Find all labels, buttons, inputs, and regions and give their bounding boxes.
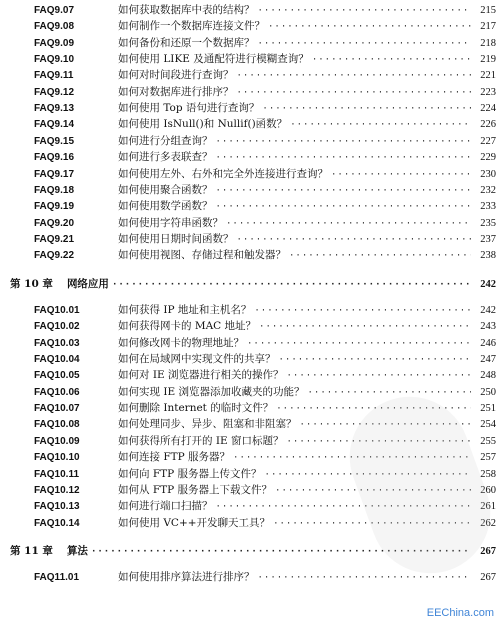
- dot-leader: [237, 68, 472, 84]
- page-number: 251: [480, 403, 496, 415]
- dot-leader: [312, 52, 471, 68]
- faq-title: 如何进行端口扫描？: [118, 500, 213, 513]
- page-number: 242: [480, 278, 496, 290]
- faq-title: 如何获取数据库中表的结构？: [118, 4, 255, 16]
- toc-faq-row[interactable]: [34, 84, 496, 100]
- faq-title: 如何对时间段进行查询？: [118, 69, 234, 82]
- faq-number: FAQ10.10: [34, 452, 80, 464]
- faq-number: FAQ10.04: [34, 354, 80, 365]
- page-number: 260: [480, 484, 496, 496]
- page-number: 215: [480, 5, 496, 16]
- faq-title: 如何使用 VC++开发聊天工具？: [118, 516, 271, 529]
- faq-number: FAQ9.11: [34, 70, 74, 82]
- dot-leader: [279, 352, 472, 368]
- faq-title: 如何从 FTP 服务器上下载文件？: [118, 483, 273, 496]
- faq-number: FAQ10.12: [34, 484, 80, 496]
- chapter-title: 算法: [66, 544, 88, 557]
- faq-title: 如何使用 Top 语句进行查询？: [118, 102, 260, 115]
- faq-number: FAQ10.08: [34, 419, 80, 431]
- faq-number: FAQ9.14: [34, 119, 75, 131]
- chapter-title: 网络应用: [66, 277, 109, 290]
- dot-leader: [112, 277, 471, 293]
- dot-leader: [290, 117, 471, 133]
- toc-faq-row[interactable]: [34, 335, 496, 351]
- faq-number: FAQ10.06: [34, 386, 80, 398]
- page-number: 233: [480, 201, 496, 213]
- page-number: 267: [480, 545, 496, 557]
- toc-chapter-row[interactable]: [10, 276, 496, 292]
- faq-number: FAQ9.16: [34, 152, 75, 164]
- faq-title: 如何向 FTP 服务器上传文件？: [118, 467, 262, 480]
- faq-title: 如何使用数学函数？: [118, 200, 213, 213]
- faq-number: FAQ10.11: [34, 468, 80, 480]
- page-number: 246: [480, 337, 496, 349]
- page-number: 262: [480, 517, 496, 529]
- faq-number: FAQ9.19: [34, 201, 75, 213]
- faq-number: FAQ9.20: [34, 217, 75, 229]
- faq-title: 如何使用字符串函数？: [118, 216, 223, 229]
- faq-number: FAQ10.02: [34, 321, 80, 333]
- faq-title: 如何备份和还原一个数据库？: [118, 36, 255, 49]
- faq-number: FAQ9.18: [34, 184, 75, 196]
- faq-number: FAQ10.01: [34, 304, 80, 316]
- toc-faq-row[interactable]: [34, 215, 496, 231]
- page-number: 217: [480, 21, 496, 33]
- dot-leader: [237, 232, 472, 248]
- faq-number: FAQ9.15: [34, 135, 75, 147]
- faq-title: 如何获得 IP 地址和主机名？: [118, 303, 252, 316]
- toc-faq-row[interactable]: [34, 231, 496, 247]
- faq-title: 如何在局域网中实现文件的共享？: [118, 353, 276, 365]
- dot-leader: [308, 385, 472, 401]
- dot-leader: [287, 368, 472, 384]
- dot-leader: [226, 216, 471, 232]
- faq-title: 如何获得所有打开的 IE 窗口标题？: [118, 434, 284, 447]
- toc-faq-row[interactable]: [34, 351, 496, 367]
- page-number: 218: [480, 37, 496, 49]
- toc-faq-row[interactable]: [34, 166, 496, 182]
- dot-leader: [268, 19, 471, 35]
- dot-leader: [289, 248, 471, 264]
- dot-leader: [237, 85, 472, 101]
- dot-leader: [254, 303, 471, 319]
- toc-faq-row[interactable]: [34, 247, 496, 263]
- page-number: 257: [480, 452, 496, 464]
- faq-title: 如何使用 LIKE 及通配符进行模糊查询？: [118, 53, 309, 66]
- toc-faq-row[interactable]: [34, 133, 496, 149]
- faq-title: 如何制作一个数据库连接文件？: [118, 20, 265, 33]
- toc-faq-row[interactable]: [34, 384, 496, 400]
- toc-faq-row[interactable]: [34, 67, 496, 83]
- faq-title: 如何使用视图、存储过程和触发器？: [118, 249, 286, 262]
- faq-number: FAQ10.14: [34, 517, 80, 529]
- faq-title: 如何实现 IE 浏览器添加收藏夹的功能？: [118, 385, 305, 398]
- faq-title: 如何使用日期时间函数？: [118, 232, 234, 245]
- page-number: 221: [480, 70, 496, 82]
- faq-number: FAQ9.13: [34, 103, 75, 115]
- toc-faq-row[interactable]: [34, 116, 496, 132]
- dot-leader: [331, 167, 471, 183]
- faq-number: FAQ9.09: [34, 37, 75, 49]
- chapter-number: 第 10 章: [10, 277, 53, 290]
- faq-number: FAQ10.03: [34, 337, 80, 349]
- chapter-number: 第 11 章: [10, 544, 53, 557]
- toc-faq-row[interactable]: [34, 2, 496, 18]
- faq-number: FAQ9.21: [34, 233, 75, 245]
- toc-faq-row[interactable]: [34, 318, 496, 334]
- watermark-text: EEChina.com: [426, 607, 494, 619]
- dot-leader: [216, 134, 472, 150]
- toc-faq-row[interactable]: [34, 18, 496, 34]
- toc-faq-row[interactable]: [34, 182, 496, 198]
- page-number: 248: [480, 370, 496, 382]
- faq-title: 如何对数据库进行排序？: [118, 85, 234, 98]
- faq-title: 如何修改网卡的物理地址？: [118, 336, 244, 349]
- page-number: 242: [480, 304, 496, 316]
- faq-title: 如何使用左外、右外和完全外连接进行查询？: [118, 167, 328, 180]
- faq-title: 如何使用 IsNull()和 Nullif()函数？: [118, 118, 288, 131]
- faq-number: FAQ9.08: [34, 21, 75, 33]
- faq-title: 如何进行分组查询？: [118, 134, 213, 147]
- faq-title: 如何获得网卡的 MAC 地址？: [118, 320, 257, 333]
- dot-leader: [258, 3, 472, 19]
- page-number: 261: [480, 501, 496, 513]
- page-number: 255: [480, 435, 496, 447]
- toc-faq-row[interactable]: [34, 35, 496, 51]
- faq-title: 如何连接 FTP 服务器？: [118, 451, 231, 464]
- page-number: 229: [480, 152, 496, 164]
- page-number: 267: [480, 572, 496, 584]
- faq-number: FAQ9.12: [34, 86, 75, 98]
- page-number: 237: [480, 233, 496, 245]
- toc-faq-row[interactable]: [34, 51, 496, 67]
- faq-number: FAQ10.13: [34, 501, 80, 513]
- page-number: 250: [480, 386, 496, 398]
- page-number: 238: [480, 250, 496, 262]
- page-number: 232: [480, 184, 496, 196]
- page-number: 223: [480, 86, 496, 98]
- faq-title: 如何使用排序算法进行排序？: [118, 571, 255, 584]
- toc-faq-row[interactable]: [34, 100, 496, 116]
- page-number: 243: [480, 321, 496, 333]
- faq-title: 如何删除 Internet 的临时文件？: [118, 402, 274, 415]
- page-number: 227: [480, 135, 496, 147]
- page-number: 254: [480, 419, 496, 431]
- faq-title: 如何进行多表联查？: [118, 151, 213, 164]
- faq-number: FAQ9.07: [34, 5, 75, 16]
- dot-leader: [247, 336, 471, 352]
- page-number: 247: [480, 354, 496, 365]
- page-number: 235: [480, 217, 496, 229]
- page-number: 219: [480, 54, 496, 66]
- toc-faq-row[interactable]: [34, 149, 496, 165]
- dot-leader: [216, 150, 472, 166]
- faq-title: 如何处理同步、异步、阻塞和非阻塞？: [118, 418, 297, 431]
- faq-number: FAQ11.01: [34, 572, 80, 584]
- toc-faq-row[interactable]: [34, 367, 496, 383]
- page-number: 224: [480, 103, 496, 115]
- faq-number: FAQ10.07: [34, 403, 80, 415]
- dot-leader: [216, 199, 472, 215]
- dot-leader: [262, 101, 471, 117]
- faq-number: FAQ9.22: [34, 250, 75, 262]
- page-number: 258: [480, 468, 496, 480]
- page-number: 230: [480, 168, 496, 180]
- toc-faq-row[interactable]: [34, 302, 496, 318]
- faq-number: FAQ10.09: [34, 435, 80, 447]
- page-number: 226: [480, 119, 496, 131]
- faq-number: FAQ9.10: [34, 54, 75, 66]
- dot-leader: [216, 183, 472, 199]
- faq-number: FAQ9.17: [34, 168, 75, 180]
- faq-title: 如何使用聚合函数？: [118, 183, 213, 196]
- faq-number: FAQ10.05: [34, 370, 80, 382]
- faq-title: 如何对 IE 浏览器进行相关的操作？: [118, 369, 284, 382]
- dot-leader: [259, 319, 471, 335]
- dot-leader: [258, 36, 472, 52]
- toc-faq-row[interactable]: [34, 198, 496, 214]
